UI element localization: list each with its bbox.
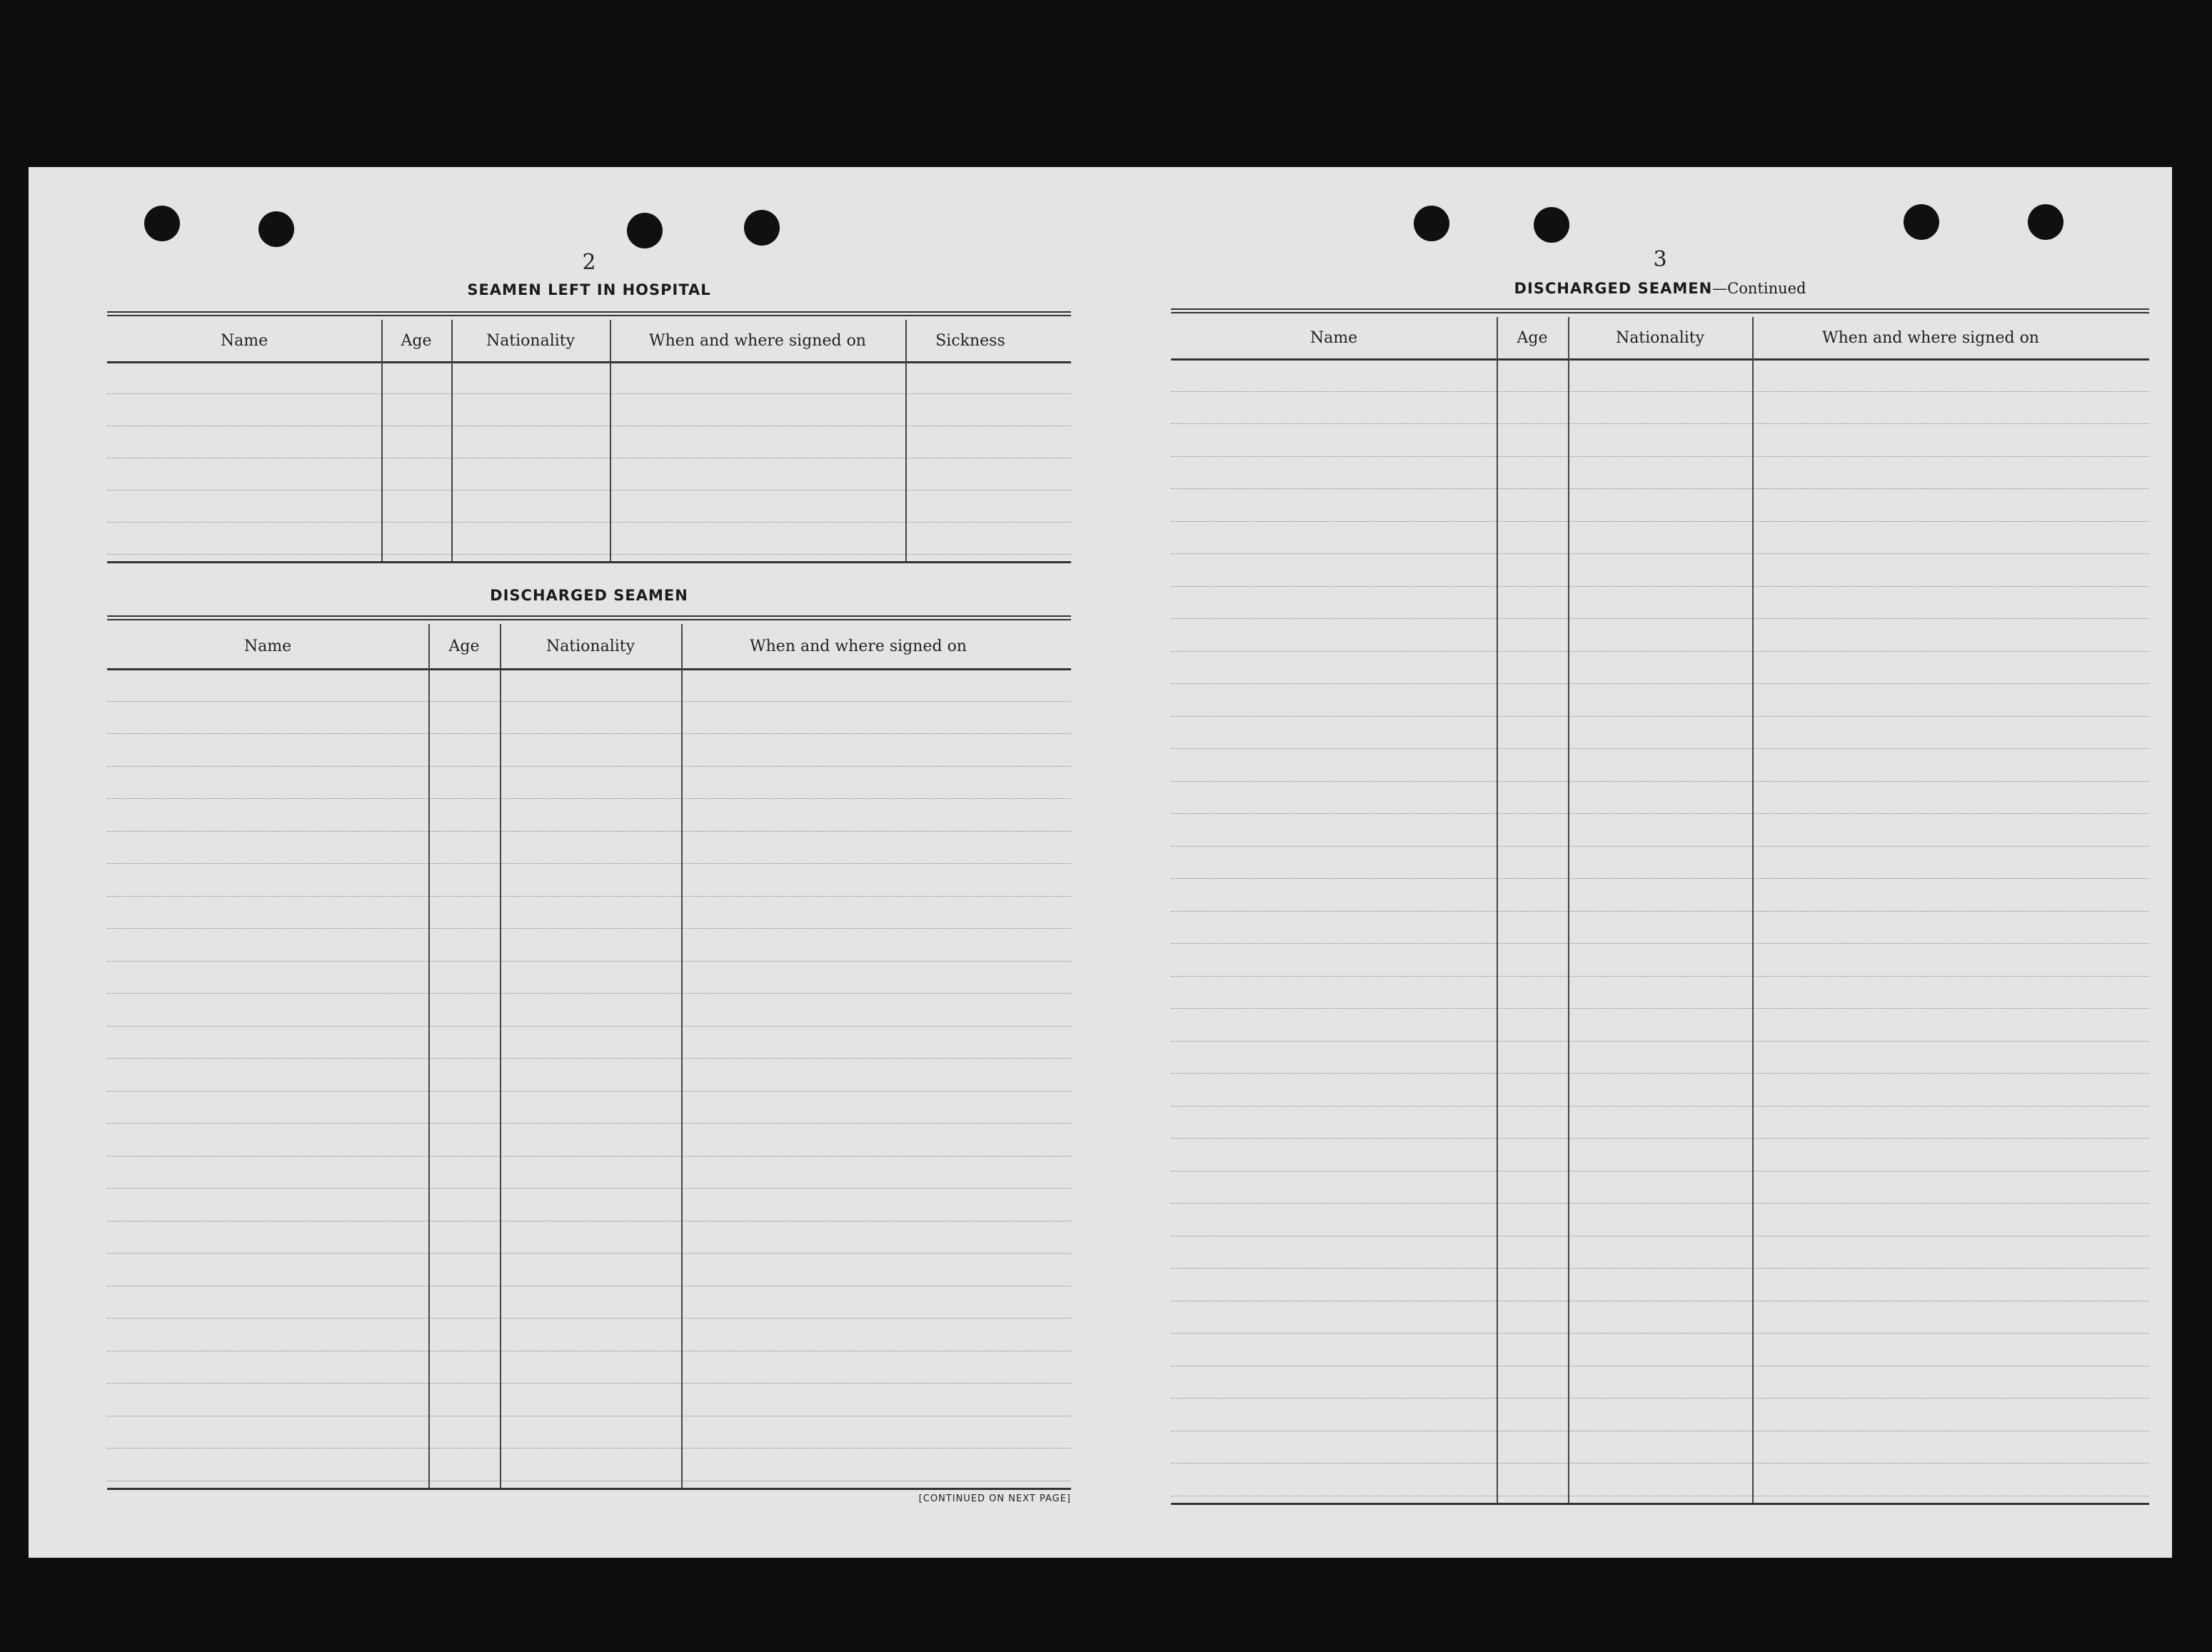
ledger-row — [1171, 1268, 2149, 1269]
ledger-row — [107, 993, 1071, 994]
ledger-row — [1171, 391, 2149, 392]
ledger-row — [1171, 943, 2149, 944]
ledger-row — [1171, 878, 2149, 879]
discharged-continued-table — [1171, 317, 2149, 1488]
ledger-row — [1171, 521, 2149, 522]
ledger-row — [1171, 846, 2149, 847]
column-divider — [1497, 317, 1498, 1503]
ledger-row — [1171, 488, 2149, 489]
ledger-row — [1171, 586, 2149, 587]
ledger-row — [1171, 1171, 2149, 1172]
table-bottom-rule — [1171, 1503, 2149, 1505]
ledger-row — [1171, 1138, 2149, 1139]
ledger-row — [107, 1448, 1071, 1449]
ledger-row — [1171, 1008, 2149, 1009]
column-header-sickness: Sickness — [935, 331, 1005, 350]
column-divider — [381, 320, 383, 561]
double-rule — [107, 311, 1071, 316]
ledger-row — [1171, 1463, 2149, 1464]
ledger-row — [107, 896, 1071, 897]
column-header-nationality: Nationality — [486, 331, 575, 350]
page-number: 3 — [1653, 247, 1667, 272]
column-divider — [428, 624, 430, 1488]
ledger-row — [107, 928, 1071, 929]
ledger-row — [1171, 1106, 2149, 1107]
ledger-row — [107, 798, 1071, 799]
ledger-sheet — [29, 167, 2172, 1558]
ledger-row — [107, 1188, 1071, 1189]
column-header-age: Age — [1517, 328, 1548, 347]
ledger-row — [1171, 456, 2149, 457]
right-page — [1171, 167, 2149, 1558]
column-divider — [1568, 317, 1569, 1503]
ledger-row — [1171, 911, 2149, 912]
ledger-row — [1171, 1398, 2149, 1399]
ledger-row — [107, 1058, 1071, 1059]
ledger-row — [107, 1318, 1071, 1319]
ledger-row — [1171, 716, 2149, 717]
table-header — [1171, 317, 2149, 361]
left-page — [107, 167, 1071, 1558]
discharged-continued-title — [1171, 280, 2149, 297]
ledger-row — [1171, 748, 2149, 749]
column-header-nationality: Nationality — [546, 637, 635, 655]
hospital-section-title: SEAMEN LEFT IN HOSPITAL — [467, 281, 711, 298]
ledger-row — [1171, 1236, 2149, 1237]
ledger-row — [107, 863, 1071, 864]
continued-note: [CONTINUED ON NEXT PAGE] — [918, 1494, 1071, 1504]
ledger-row — [1171, 976, 2149, 977]
ledger-row — [107, 425, 1071, 426]
ledger-row — [107, 766, 1071, 767]
ledger-row — [107, 1221, 1071, 1222]
table-bottom-rule — [107, 561, 1071, 563]
column-header-age: Age — [448, 637, 480, 655]
ledger-row — [107, 393, 1071, 394]
column-header-signed-on: When and where signed on — [1822, 328, 2039, 347]
section-title-suffix: —Continued — [1712, 280, 1806, 297]
ledger-row — [107, 1026, 1071, 1027]
column-divider — [451, 320, 453, 561]
ledger-row — [107, 831, 1071, 832]
column-header-signed-on: When and where signed on — [750, 637, 967, 655]
ledger-row — [107, 554, 1071, 555]
column-header-signed-on: When and where signed on — [649, 331, 866, 350]
page-number: 2 — [582, 250, 596, 275]
ledger-row — [1171, 423, 2149, 424]
column-divider — [905, 320, 907, 561]
double-rule — [1171, 308, 2149, 313]
hospital-table — [107, 320, 1071, 566]
column-header-name: Name — [220, 331, 268, 350]
ledger-row — [107, 961, 1071, 962]
column-divider — [500, 624, 501, 1488]
ledger-row — [1171, 618, 2149, 619]
ledger-row — [1171, 781, 2149, 782]
ledger-row — [1171, 651, 2149, 652]
section-title-text: DISCHARGED SEAMEN — [1514, 280, 1713, 297]
ledger-row — [107, 1091, 1071, 1092]
ledger-row — [1171, 1073, 2149, 1074]
ledger-row — [107, 1253, 1071, 1254]
discharged-section-title: DISCHARGED SEAMEN — [490, 587, 688, 604]
ledger-row — [1171, 1333, 2149, 1334]
ledger-row — [1171, 813, 2149, 814]
ledger-row — [107, 522, 1071, 523]
ledger-row — [107, 733, 1071, 734]
ledger-row — [107, 1123, 1071, 1124]
column-header-name: Name — [1309, 328, 1358, 347]
ledger-row — [1171, 553, 2149, 554]
column-divider — [681, 624, 683, 1488]
table-header — [107, 320, 1071, 363]
column-divider — [610, 320, 611, 561]
double-rule — [107, 615, 1071, 620]
column-header-nationality: Nationality — [1615, 328, 1705, 347]
column-header-name: Name — [243, 637, 292, 655]
ledger-row — [1171, 1203, 2149, 1204]
table-bottom-rule — [107, 1488, 1071, 1490]
column-header-age: Age — [401, 331, 432, 350]
ledger-row — [107, 701, 1071, 702]
column-divider — [1752, 317, 1754, 1503]
table-header — [107, 624, 1071, 670]
ledger-row — [107, 1156, 1071, 1157]
ledger-row — [1171, 1041, 2149, 1042]
ledger-row — [107, 1383, 1071, 1384]
ledger-row — [1171, 683, 2149, 684]
